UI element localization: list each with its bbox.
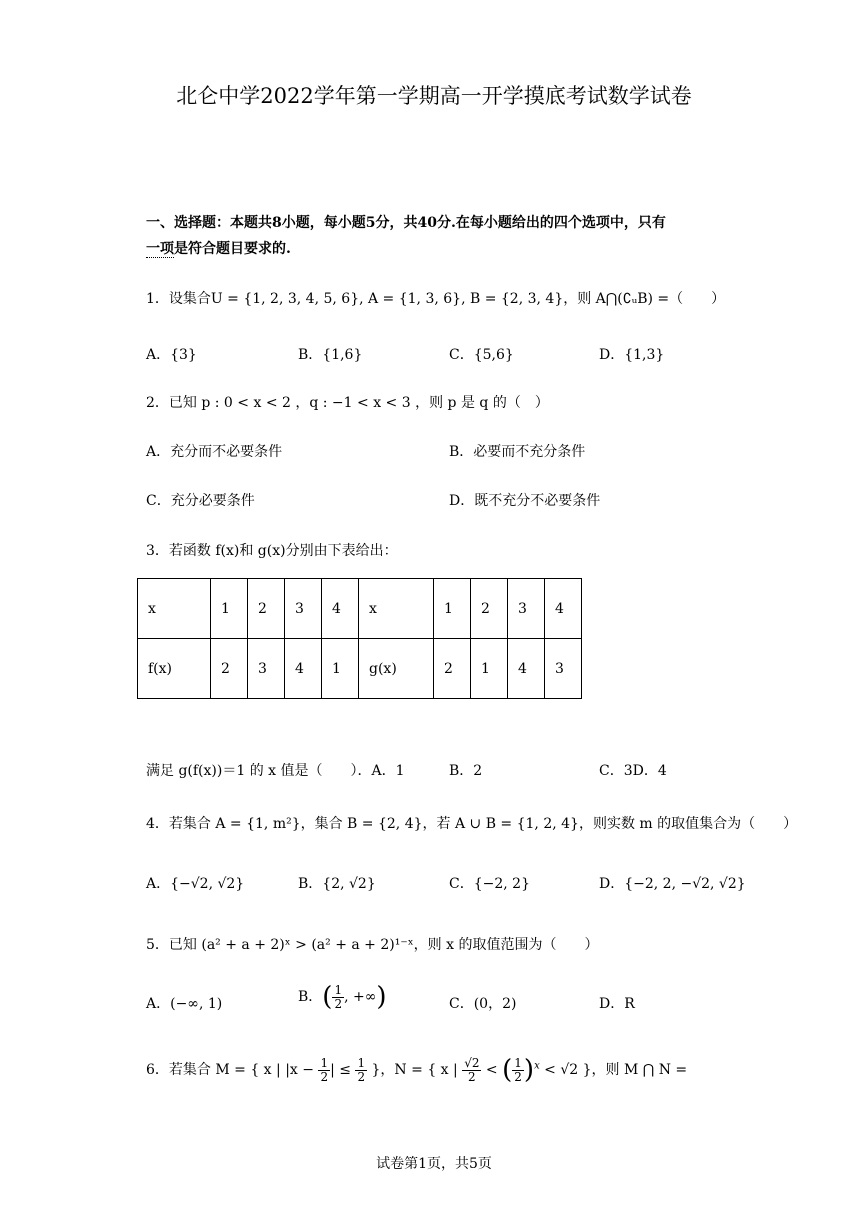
right-paren: ) bbox=[523, 1055, 535, 1085]
table-cell: 2 bbox=[471, 579, 508, 639]
section-heading-emphasis: 一项 bbox=[146, 241, 174, 257]
table-cell: 1 bbox=[434, 579, 471, 639]
table-cell: x bbox=[359, 579, 434, 639]
question-4-stem: 4．若集合 A = {1, m²}，集合 B = {2, 4}，若 A ∪ B = {1, 2, 4}，则实数 m 的取值集合为（ ） bbox=[146, 816, 798, 832]
fraction bbox=[332, 984, 344, 1011]
question-5-option-d: D．R bbox=[599, 996, 635, 1012]
table-cell: 1 bbox=[471, 639, 508, 699]
question-1-option-d: D．{1,3} bbox=[599, 347, 665, 363]
question-5-stem: 5．已知 (a² + a + 2)ˣ > (a² + a + 2)¹⁻ˣ，则 x 的取值范围为（ ） bbox=[146, 937, 599, 953]
question-2-option-a: A．充分而不必要条件 bbox=[146, 444, 283, 460]
question-4-option-b: B．{2, √2} bbox=[298, 876, 376, 892]
page-title: 北仑中学2022学年第一学期高一开学摸底考试数学试卷 bbox=[176, 84, 692, 108]
question-2-option-d: D．既不充分不必要条件 bbox=[449, 493, 601, 509]
section-heading bbox=[146, 210, 736, 262]
stem-text: < bbox=[481, 1062, 503, 1078]
fraction bbox=[355, 1057, 367, 1084]
stem-text: | ≤ bbox=[330, 1062, 356, 1078]
question-3-stem: 3．若函数 f(x)和 g(x)分别由下表给出： bbox=[146, 543, 398, 559]
question-1-stem: 1．设集合U = {1, 2, 3, 4, 5, 6}, A = {1, 3, 6}, B = {2, 3, 4}，则 A⋂(∁ᵤB) =（ ） bbox=[146, 291, 726, 307]
fraction-numerator: √2 bbox=[464, 1055, 480, 1070]
fraction-denominator: 2 bbox=[468, 1069, 476, 1084]
question-3-option-cd: C．3D．4 bbox=[599, 763, 667, 779]
table-cell: 2 bbox=[248, 579, 285, 639]
fraction-numerator: 1 bbox=[334, 982, 343, 997]
question-6-stem bbox=[146, 1055, 687, 1085]
table-cell: 4 bbox=[285, 639, 322, 699]
question-5-option-a: A．(−∞, 1) bbox=[146, 996, 223, 1012]
question-2-option-b: B．必要而不充分条件 bbox=[449, 444, 586, 460]
left-paren: ( bbox=[502, 1055, 513, 1085]
section-heading-line2: 是符合题目要求的. bbox=[174, 241, 291, 257]
exponent: x bbox=[534, 1060, 540, 1072]
option-label: B． bbox=[298, 989, 323, 1005]
fraction-denominator: 2 bbox=[320, 1069, 329, 1084]
section-heading-line1: 一、选择题：本题共8小题，每小题5分，共40分.在每小题给出的四个选项中，只有 bbox=[146, 215, 666, 231]
question-1-option-c: C．{5,6} bbox=[449, 347, 514, 363]
table-row bbox=[138, 639, 582, 699]
table-cell: 1 bbox=[322, 639, 359, 699]
question-1-option-a: A．{3} bbox=[146, 347, 197, 363]
fraction-numerator: 1 bbox=[320, 1055, 329, 1070]
table-cell: 4 bbox=[545, 579, 582, 639]
fraction-denominator: 2 bbox=[514, 1069, 522, 1084]
table-cell: 4 bbox=[508, 639, 545, 699]
function-table bbox=[137, 578, 582, 699]
page-footer: 试卷第1页，共5页 bbox=[376, 1156, 492, 1172]
fraction bbox=[462, 1057, 481, 1084]
table-cell: 2 bbox=[211, 639, 248, 699]
right-paren: ) bbox=[376, 982, 387, 1012]
fraction bbox=[512, 1057, 524, 1084]
table-cell: g(x) bbox=[359, 639, 434, 699]
table-cell: 3 bbox=[285, 579, 322, 639]
question-3-follow: 满足 g(f(x))＝1 的 x 值是（ ）．A．1 bbox=[146, 763, 405, 779]
table-cell: 4 bbox=[322, 579, 359, 639]
table-cell: 2 bbox=[434, 639, 471, 699]
table-cell: f(x) bbox=[138, 639, 211, 699]
fraction-denominator: 2 bbox=[334, 996, 343, 1011]
table-cell: 3 bbox=[545, 639, 582, 699]
stem-text: 6．若集合 M = { x | |x − bbox=[146, 1062, 319, 1078]
stem-text: }，N = { x | bbox=[367, 1062, 463, 1078]
option-text: , +∞ bbox=[344, 989, 377, 1005]
question-2-option-c: C．充分必要条件 bbox=[146, 493, 255, 509]
question-2-stem: 2．已知 p : 0 < x < 2 ，q : −1 < x < 3 ，则 p 是 q 的（ ） bbox=[146, 395, 549, 411]
question-5-option-c: C．(0，2) bbox=[449, 996, 517, 1012]
stem-text: < √2 }，则 M ⋂ N = bbox=[539, 1062, 688, 1078]
fraction-numerator: 1 bbox=[514, 1055, 522, 1070]
table-cell: x bbox=[138, 579, 211, 639]
table-cell: 3 bbox=[508, 579, 545, 639]
table-cell: 3 bbox=[248, 639, 285, 699]
question-4-option-a: A．{−√2, √2} bbox=[146, 876, 245, 892]
question-4-option-d: D．{−2, 2, −√2, √2} bbox=[599, 876, 746, 892]
question-1-option-b: B．{1,6} bbox=[298, 347, 363, 363]
fraction bbox=[318, 1057, 330, 1084]
fraction-denominator: 2 bbox=[357, 1069, 366, 1084]
left-paren: ( bbox=[322, 982, 333, 1012]
table-cell: 1 bbox=[211, 579, 248, 639]
table-row bbox=[138, 579, 582, 639]
question-5-option-b bbox=[298, 982, 387, 1012]
fraction-numerator: 1 bbox=[357, 1055, 366, 1070]
question-3-option-b: B．2 bbox=[449, 763, 483, 779]
question-4-option-c: C．{−2, 2} bbox=[449, 876, 530, 892]
